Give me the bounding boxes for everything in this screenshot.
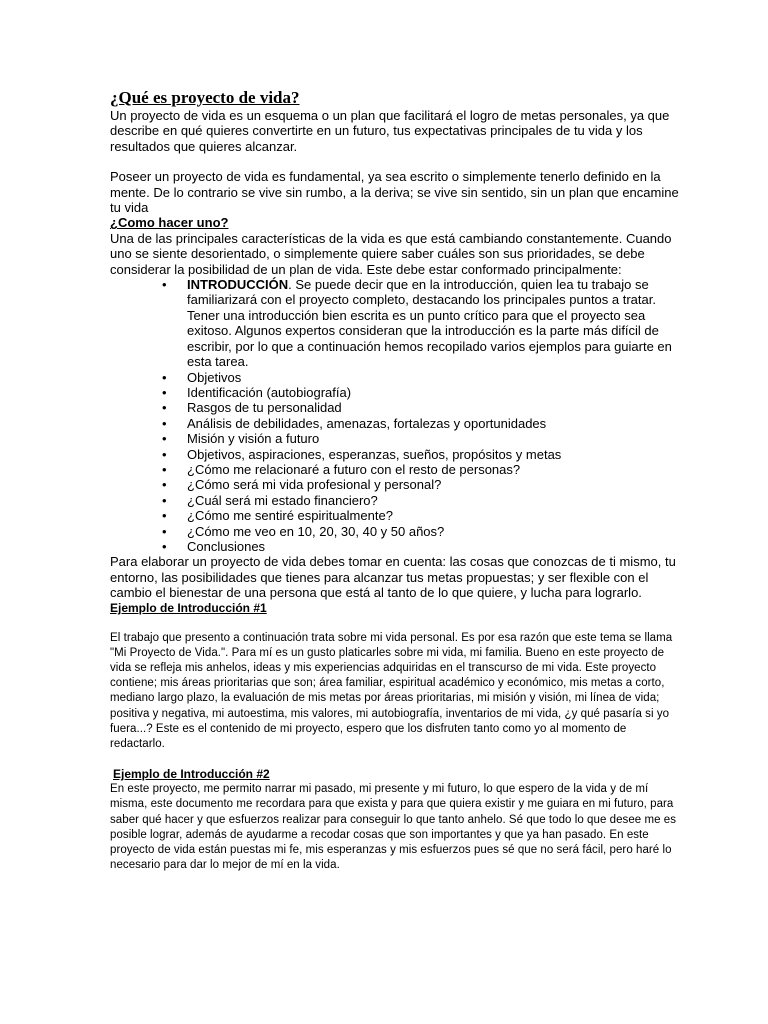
paragraph-gap — [110, 752, 680, 767]
list-item — [110, 524, 680, 539]
bullet-icon: • — [162, 431, 167, 447]
intro-item-bold: INTRODUCCIÓN — [187, 277, 289, 293]
list-item-text: ¿Cuál será mi estado financiero? — [187, 492, 378, 508]
list-item-text: Identificación (autobiografía) — [187, 384, 352, 400]
intro-item-extra: Tener una introducción bien escrita es un punto crítico para que el proyecto sea exitoso. Algunos expertos consideran que la introducción es la parte más difícil de escribir, por lo que a continuación hemos recopilado varios ejemplos para guiarte en esta tarea. — [187, 307, 672, 370]
list-item — [110, 370, 680, 385]
list-item — [110, 508, 680, 523]
document-page — [110, 88, 680, 873]
bullet-icon: • — [162, 277, 167, 293]
example1-heading: Ejemplo de Introducción #1 — [110, 600, 267, 615]
list-item-text: Conclusiones — [187, 538, 266, 554]
list-item-text: ¿Cómo me veo en 10, 20, 30, 40 y 50 años? — [187, 523, 445, 539]
document-title: ¿Qué es proyecto de vida? — [110, 88, 300, 107]
bullet-icon: • — [162, 446, 167, 462]
list-item-text: Análisis de debilidades, amenazas, fortalezas y oportunidades — [187, 415, 547, 431]
bullet-icon: • — [162, 523, 167, 539]
paragraph-gap — [110, 616, 680, 631]
paragraph-gap — [110, 154, 680, 169]
bullet-icon: • — [162, 492, 167, 508]
bullet-icon: • — [162, 415, 167, 431]
bullet-icon: • — [162, 384, 167, 400]
list-item-text: Rasgos de tu personalidad — [187, 400, 342, 416]
como-paragraph: Una de las principales características de la vida es que está cambiando constantemente. Cuando uno se siente desorientado, o simplemente quiere saber cuáles son sus prioridades, se debe considerar la posibilidad de un plan de vida. Este debe estar conformado principalmente: — [110, 230, 672, 277]
list-item-text: ¿Cómo será mi vida profesional y personal? — [187, 477, 442, 493]
example2-heading: Ejemplo de Introducción #2 — [113, 767, 270, 782]
list-item-text: Misión y visión a futuro — [187, 431, 320, 447]
list-item — [110, 400, 680, 415]
heading-como-hacer: ¿Como hacer uno? — [110, 215, 229, 231]
bullet-icon: • — [162, 400, 167, 416]
bullet-icon: • — [162, 508, 167, 524]
bullet-icon: • — [162, 461, 167, 477]
list-item — [110, 539, 680, 554]
bullet-icon: • — [162, 538, 167, 554]
intro-paragraph-2: Poseer un proyecto de vida es fundamental, ya sea escrito o simplemente tenerlo definido en la mente. De lo contrario se vive sin rumbo, a la deriva; se vive sin sentido, sin un plan que encamine tu vida — [110, 169, 679, 216]
list-item — [110, 277, 680, 369]
closing-paragraph: Para elaborar un proyecto de vida debes tomar en cuenta: las cosas que conozcas de ti mismo, tu entorno, las posibilidades que tienes para alcanzar tus metas propuestas; y ser flexible con el cambio el bienestar de una persona que está al tanto de lo que quiere, y lucha para lograrlo. — [110, 554, 676, 601]
list-item — [110, 477, 680, 492]
intro-item-text: . Se puede decir que en la introducción, quien lea tu trabajo se familiarizará con el proyecto completo, destacando los principales puntos a tratar. — [187, 277, 656, 308]
example2-text: En este proyecto, me permito narrar mi pasado, mi presente y mi futuro, lo que espero de la vida y de mí misma, este documento me recordara para que exista y para que quiera existir y me guiara en mi futuro, para saber qué hacer y que esfuerzos realizar para conseguir lo que tanto anhelo. Sé que todo lo que desee me es posible lograr, además de ayudarme a recodar cosas que son importantes y que ya han pasado. En este proyecto de vida están puestas mi fe, mis esperanzas y mis esfuerzos pues sé que no será fácil, pero haré lo necesario para dar lo mejor de mí en la vida. — [110, 783, 677, 872]
list-item — [110, 493, 680, 508]
bullet-icon: • — [162, 477, 167, 493]
example1-text: El trabajo que presento a continuación trata sobre mi vida personal. Es por esa razón que este tema se llama "Mi Proyecto de Vida.". Para mí es un gusto platicarles sobre mi vida, mi familia. Bueno en este proyecto de vida se refleja mis anhelos, ideas y mis experiencias adquiridas en el transcurso de mi vida. Este proyecto contiene; mis áreas prioritarias que son; área familiar, espiritual académico y económico, mis metas a corto, mediano largo plazo, la evaluación de mis metas por áreas prioritarias, mi misión y visión, mi línea de vida; positiva y negativa, mi autoestima, mis valores, mi autobiografía, inventarios de mi vida, ¿y qué pasaría si yo fuera...? Este es el contenido de mi proyecto, espero que los disfruten tanto como yo al momento de redactarlo. — [110, 631, 673, 751]
list-item — [110, 462, 680, 477]
list-item — [110, 385, 680, 400]
list-item-text: Objetivos, aspiraciones, esperanzas, sueños, propósitos y metas — [187, 446, 562, 462]
list-item-text: ¿Cómo me relacionaré a futuro con el resto de personas? — [187, 461, 521, 477]
intro-paragraph-1: Un proyecto de vida es un esquema o un plan que facilitará el logro de metas personales, ya que describe en qué quieres convertirte en un futuro, tus expectativas principales de tu vida y los resultados que quieres alcanzar. — [110, 108, 670, 154]
list-item-text: ¿Cómo me sentiré espiritualmente? — [187, 508, 393, 524]
list-item — [110, 447, 680, 462]
list-item — [110, 416, 680, 431]
list-item-text: Objetivos — [187, 369, 242, 385]
plan-list — [110, 277, 680, 554]
list-item — [110, 431, 680, 446]
bullet-icon: • — [162, 369, 167, 385]
